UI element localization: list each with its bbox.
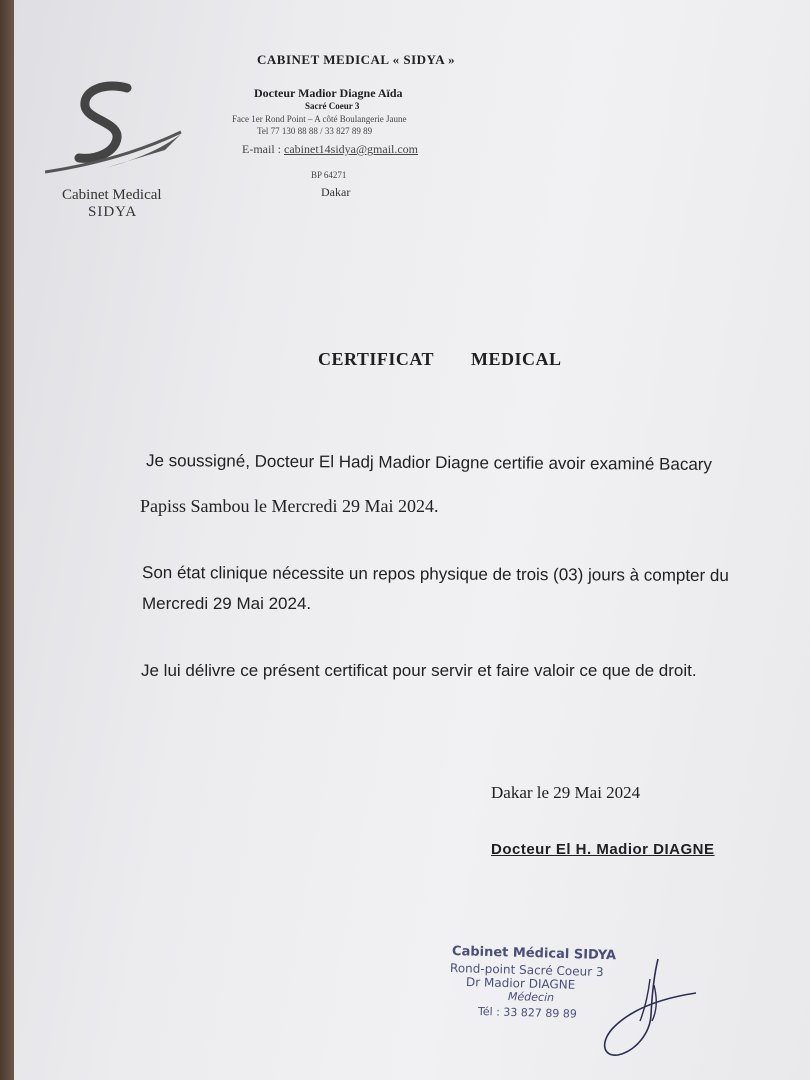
stamp-line-4: Médecin [507,990,555,1005]
title-word-medical: MEDICAL [471,349,562,369]
issue-date: Dakar le 29 Mai 2024 [491,783,641,802]
paragraph-2-line-1: Son état clinique nécessite un repos physique de trois (03) jours à compter du [141,563,729,586]
phone-line: Tel 77 130 88 88 / 33 827 89 89 [257,126,373,136]
logo-name: Cabinet Medical [62,187,162,203]
stamp-line-5: Tél : 33 827 89 89 [477,1005,577,1021]
postal-box: BP 64271 [311,170,347,180]
doctor-name: Docteur Madior Diagne Aïda [254,86,403,100]
stamp-line-1: Cabinet Médical SIDYA [451,944,617,964]
stamp-line-2: Rond-point Sacré Coeur 3 [449,961,604,980]
paragraph-1-line-2: Papiss Sambou le Mercredi 29 Mai 2024. [140,496,439,516]
signatory-name: Docteur El H. Madior DIAGNE [491,841,715,858]
logo-subname: SIDYA [88,204,138,220]
email-line [242,142,418,157]
paragraph-2-line-2: Mercredi 29 Mai 2024. [142,594,312,613]
header-city: Dakar [321,185,351,199]
desk-background [0,0,14,1080]
title-word-certificat: CERTIFICAT [318,349,435,369]
paragraph-1-line-1: Je soussigné, Docteur El Hadj Madior Diagne certifie avoir examiné Bacary [145,451,713,474]
handwritten-signature [596,955,706,1060]
stamp-line-3: Dr Madior DIAGNE [465,975,576,992]
sidya-logo-icon [45,80,185,180]
cabinet-name: CABINET MEDICAL « SIDYA » [257,52,456,67]
area-name: Sacré Coeur 3 [305,101,360,111]
email-link[interactable]: cabinet14sidya@gmail.com [284,142,419,156]
address-line: Face 1er Rond Point – A côté Boulangerie Jaune [232,114,407,124]
email-label: E-mail : [242,142,284,156]
paragraph-3: Je lui délivre ce présent certificat pour servir et faire valoir ce que de droit. [141,661,697,680]
